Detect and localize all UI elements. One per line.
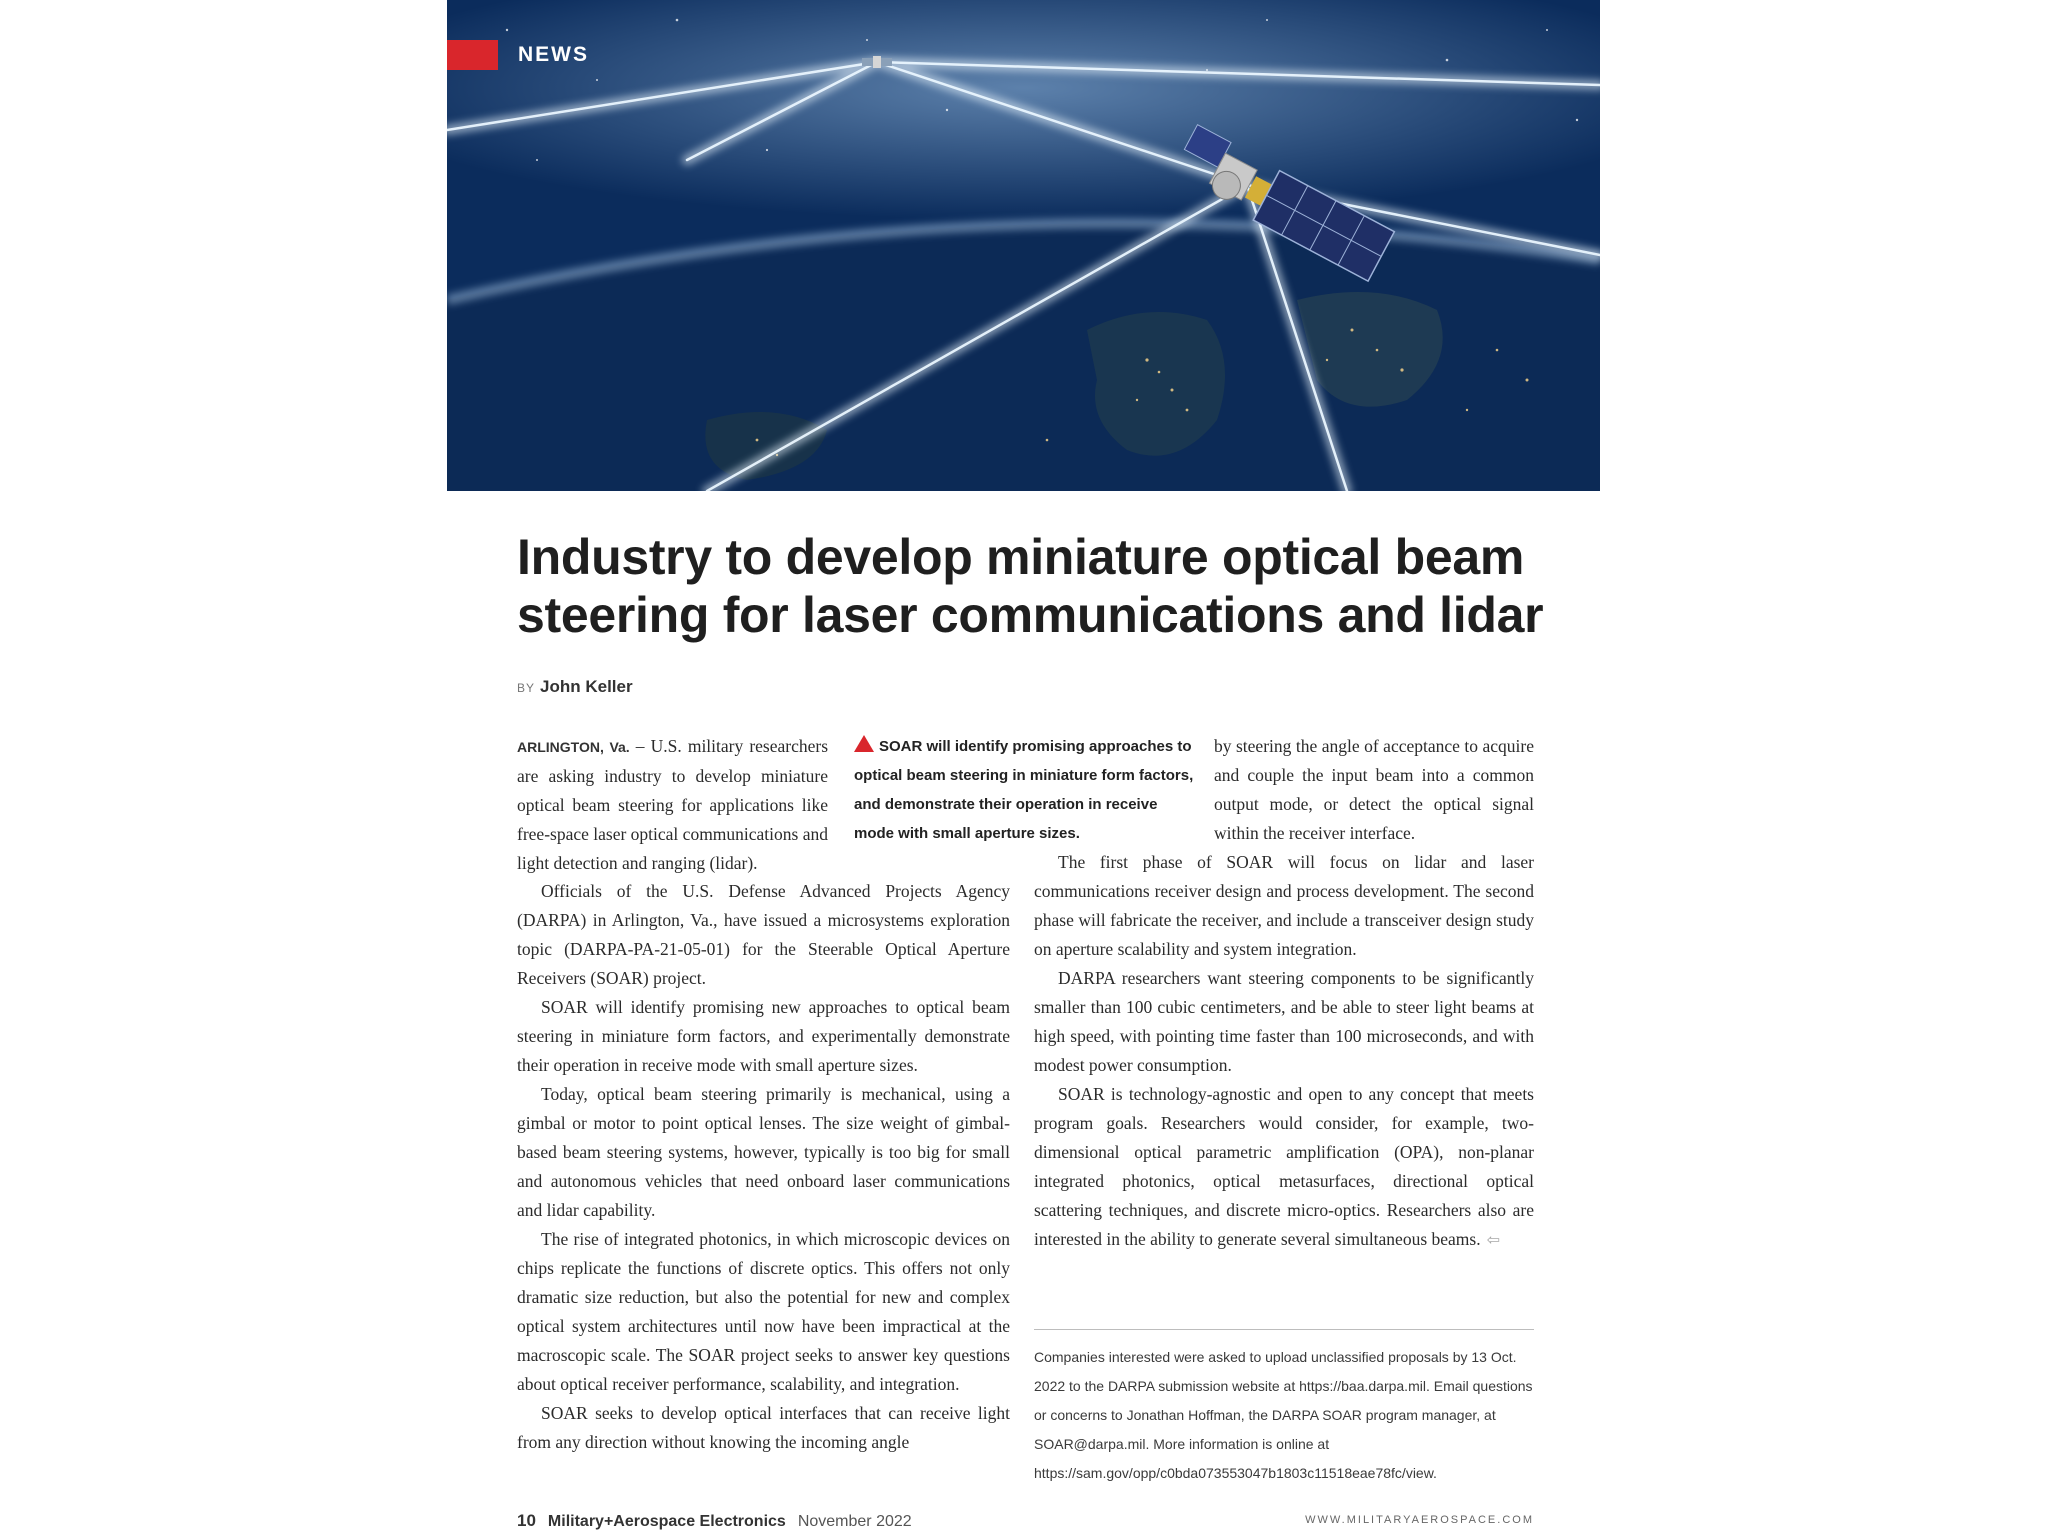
publication-name: Military+Aerospace Electronics	[547, 1513, 786, 1530]
hero-image	[447, 0, 1600, 491]
pull-quote	[854, 732, 1194, 848]
issue-date: November 2022	[797, 1513, 912, 1530]
page-footer	[517, 1511, 1534, 1535]
lead-paragraph-block	[517, 732, 828, 878]
byline-author: John Keller	[540, 677, 633, 696]
paragraph-4: Today, optical beam steering primarily is mechanical, using a gimbal or motor to point optical lenses. The size weight of gimbal-based beam steering systems, however, typically is too big for small and autonomous vehicles that need onboard laser communications and lidar capability.	[517, 1084, 1010, 1220]
pull-quote-text: SOAR will identify promising approaches to optical beam steering in miniature form factors, and demonstrate their operation in receive mode with small aperture sizes.	[854, 738, 1194, 842]
section-tag	[447, 40, 589, 70]
sidebar-note: Companies interested were asked to upload unclassified proposals by 13 Oct. 2022 to the DARPA submission website at https://baa.darpa.mil. Email questions or concerns to Jonathan Hoffman, the DARPA SOAR program manager, at SOAR@darpa.mil. More information is online at https://sam.gov/opp/c0bda073553047b1803c11518eae78fc/view.	[1034, 1349, 1533, 1481]
body-column-left	[517, 877, 1010, 1457]
magazine-page	[447, 0, 1600, 1536]
lead-paragraph	[517, 732, 828, 878]
satellite-laser-illustration	[447, 0, 1600, 491]
article-headline: Industry to develop miniature optical beam steering for laser communications and lidar	[517, 529, 1544, 643]
paragraph-7: The first phase of SOAR will focus on lidar and laser communications receiver design and process development. The second phase will fabricate the receiver, and include a transceiver design study on aperture scalability and system integration.	[1034, 852, 1534, 959]
website-url: WWW.MILITARYAEROSPACE.COM	[1305, 1514, 1534, 1526]
byline-prefix: BY	[517, 681, 536, 695]
red-triangle-icon	[854, 735, 874, 752]
paragraph-8: DARPA researchers want steering components to be significantly smaller than 100 cubic centimeters, and be able to steer light beams at high speed, with pointing time faster than 100 microseconds, and with modest power consumption.	[1034, 968, 1534, 1075]
page-number: 10	[517, 1511, 536, 1530]
lead-paragraph-text: – U.S. military researchers are asking industry to develop miniature optical beam steering for applications like free-space laser optical communications and light detection and ranging (lidar).	[517, 736, 829, 873]
paragraph-6: SOAR seeks to develop optical interfaces that can receive light from any direction without knowing the incoming angle	[517, 1403, 1010, 1452]
paragraph-3: SOAR will identify promising new approaches to optical beam steering in miniature form factors, and experimentally demonstrate their operation in receive mode with small aperture sizes.	[517, 997, 1010, 1075]
section-tag-accent	[447, 40, 498, 70]
section-label: NEWS	[518, 43, 589, 66]
paragraph-5: The rise of integrated photonics, in which microscopic devices on chips replicate the functions of discrete optics. This offers not only dramatic size reduction, but also the potential for new and complex optical system architectures until now have been impractical at the macroscopic scale. The SOAR project seeks to answer key questions about optical receiver performance, scalability, and integration.	[517, 1229, 1010, 1394]
paragraph-9	[1034, 1080, 1534, 1254]
paragraph-2: Officials of the U.S. Defense Advanced Projects Agency (DARPA) in Arlington, Va., have issued a microsystems exploration topic (DARPA-PA-21-05-01) for the Steerable Optical Aperture Receivers (SOAR) project.	[517, 881, 1010, 988]
back-arrow-icon: ⇦	[1486, 1230, 1500, 1249]
byline	[517, 677, 633, 697]
dateline: ARLINGTON, Va.	[517, 739, 630, 755]
paragraph-9-text: SOAR is technology-agnostic and open to any concept that meets program goals. Researchers would consider, for example, two-dimensional optical parametric amplification (OPA), non-planar integrated photonics, optical metasurfaces, directional optical scattering techniques, and discrete micro-optics. Researchers also are interested in the ability to generate several simultaneous beams.	[1034, 1084, 1534, 1249]
continuation-block	[1214, 732, 1534, 848]
sidebar-divider	[1034, 1329, 1534, 1330]
body-column-right	[1034, 848, 1534, 1254]
paragraph-6-continued: by steering the angle of acceptance to acquire and couple the input beam into a common output mode, or detect the optical signal within the receiver interface.	[1214, 736, 1534, 843]
